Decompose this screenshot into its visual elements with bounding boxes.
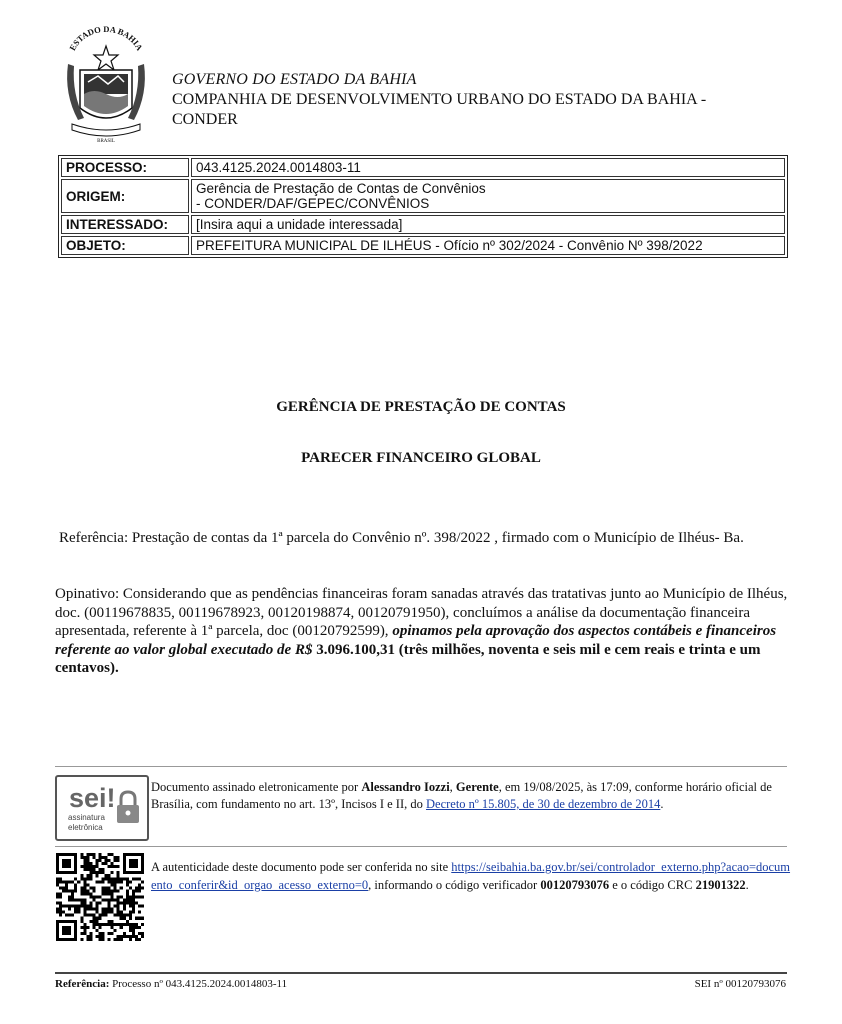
section-title: GERÊNCIA DE PRESTAÇÃO DE CONTAS: [276, 399, 566, 415]
origin-value: [191, 179, 785, 213]
origin-line1: Gerência de Prestação de Contas de Convênios: [196, 181, 486, 196]
decree-link[interactable]: Decreto nº 15.805, de 30 de dezembro de 2014: [426, 797, 661, 811]
origin-line2: - CONDER/DAF/GEPEC/CONVÊNIOS: [196, 196, 430, 211]
authenticity-text-pre: A autenticidade deste documento pode ser conferida no site: [151, 860, 452, 874]
approved-amount: 3.096.100,31 (três milhões, noventa e seis mil e cem reais e trinta e um centavos).: [55, 641, 761, 676]
footer-rule: [55, 972, 787, 974]
header-organization: [172, 70, 706, 130]
signature-text-pre: Documento assinado eletronicamente por: [151, 780, 362, 794]
sei-badge-logo: sei!: [69, 783, 116, 813]
verifier-code: 00120793076: [540, 877, 610, 892]
sei-badge-line1: assinatura: [68, 813, 105, 822]
company-name-line2: CONDER: [172, 111, 238, 128]
sei-signature-badge: [55, 775, 149, 841]
process-label: PROCESSO:: [61, 158, 189, 177]
authenticity-text-mid: , informando o código verificador: [368, 877, 541, 892]
footer-ref-value: Processo nº 043.4125.2024.0014803-11: [109, 978, 288, 990]
table-row: [61, 236, 785, 255]
signer-role: Gerente: [455, 780, 499, 794]
process-number: 043.4125.2024.0014803-11: [191, 158, 785, 177]
interested-value: [Insira aqui a unidade interessada]: [191, 215, 785, 234]
signature-sep: ,: [449, 780, 456, 794]
footer-sei-number: SEI nº 00120793076: [694, 978, 786, 990]
opinion-conclusion: opinamos pela aprovação dos aspectos contábeis e financeiros referente ao valor global executado de R$: [55, 623, 777, 658]
table-row: [61, 158, 785, 177]
crest-text-top: ESTADO DA BAHIA: [67, 24, 145, 53]
qr-code: [55, 853, 145, 941]
bahia-coat-of-arms-logo: [58, 24, 154, 144]
origin-label: ORIGEM:: [61, 179, 189, 213]
sei-badge-line2: eletrônica: [68, 823, 103, 832]
interested-label: INTERESSADO:: [61, 215, 189, 234]
opinion-text: Opinativo: Considerando que as pendências financeiras foram sanadas através das tratativas junto ao Município de Ilhéus, doc. (00119678835, 00119678923, 00120198874, 00120791950), concluímos a análise da documentação financeira apresentada, referente à 1ª parcela, doc (00120792599),: [55, 586, 788, 639]
signature-text-end: .: [660, 797, 664, 811]
footer-reference: [55, 978, 287, 990]
signature-statement: [151, 779, 791, 813]
opinion-paragraph: [55, 585, 790, 678]
padlock-icon: [117, 792, 139, 823]
object-value: PREFEITURA MUNICIPAL DE ILHÉUS - Ofício nº 302/2024 - Convênio Nº 398/2022: [191, 236, 785, 255]
footer-ref-label: Referência:: [55, 978, 110, 990]
table-row: [61, 215, 785, 234]
table-row: [61, 179, 785, 213]
crest-text-bottom: BRASIL: [97, 139, 115, 144]
divider: [55, 766, 787, 767]
verification-url-link[interactable]: https://seibahia.ba.gov.br/sei/controlador_externo.php?acao=documento_conferir&id_orgao_acesso_externo=0: [151, 860, 791, 892]
document-title: PARECER FINANCEIRO GLOBAL: [301, 450, 541, 466]
authenticity-text-end: .: [745, 877, 749, 892]
divider: [55, 846, 787, 847]
crc-code: 21901322: [695, 877, 746, 892]
signer-name: Alessandro Iozzi: [361, 780, 450, 794]
process-info-table: [58, 155, 788, 258]
authenticity-text-crc: e o código CRC: [609, 877, 696, 892]
authenticity-statement: [151, 859, 791, 894]
reference-paragraph: Referência: Prestação de contas da 1ª parcela do Convênio nº. 398/2022 , firmado com o Município de Ilhéus- Ba.: [59, 530, 744, 546]
object-label: OBJETO:: [61, 236, 189, 255]
company-name-line1: COMPANHIA DE DESENVOLVIMENTO URBANO DO ESTADO DA BAHIA -: [172, 91, 707, 108]
government-title: GOVERNO DO ESTADO DA BAHIA: [172, 71, 417, 88]
signature-text-mid: , em 19/08/2025, às 17:09, conforme horário oficial de Brasília, com fundamento no art. 13º, Incisos I e II, do: [151, 780, 772, 811]
